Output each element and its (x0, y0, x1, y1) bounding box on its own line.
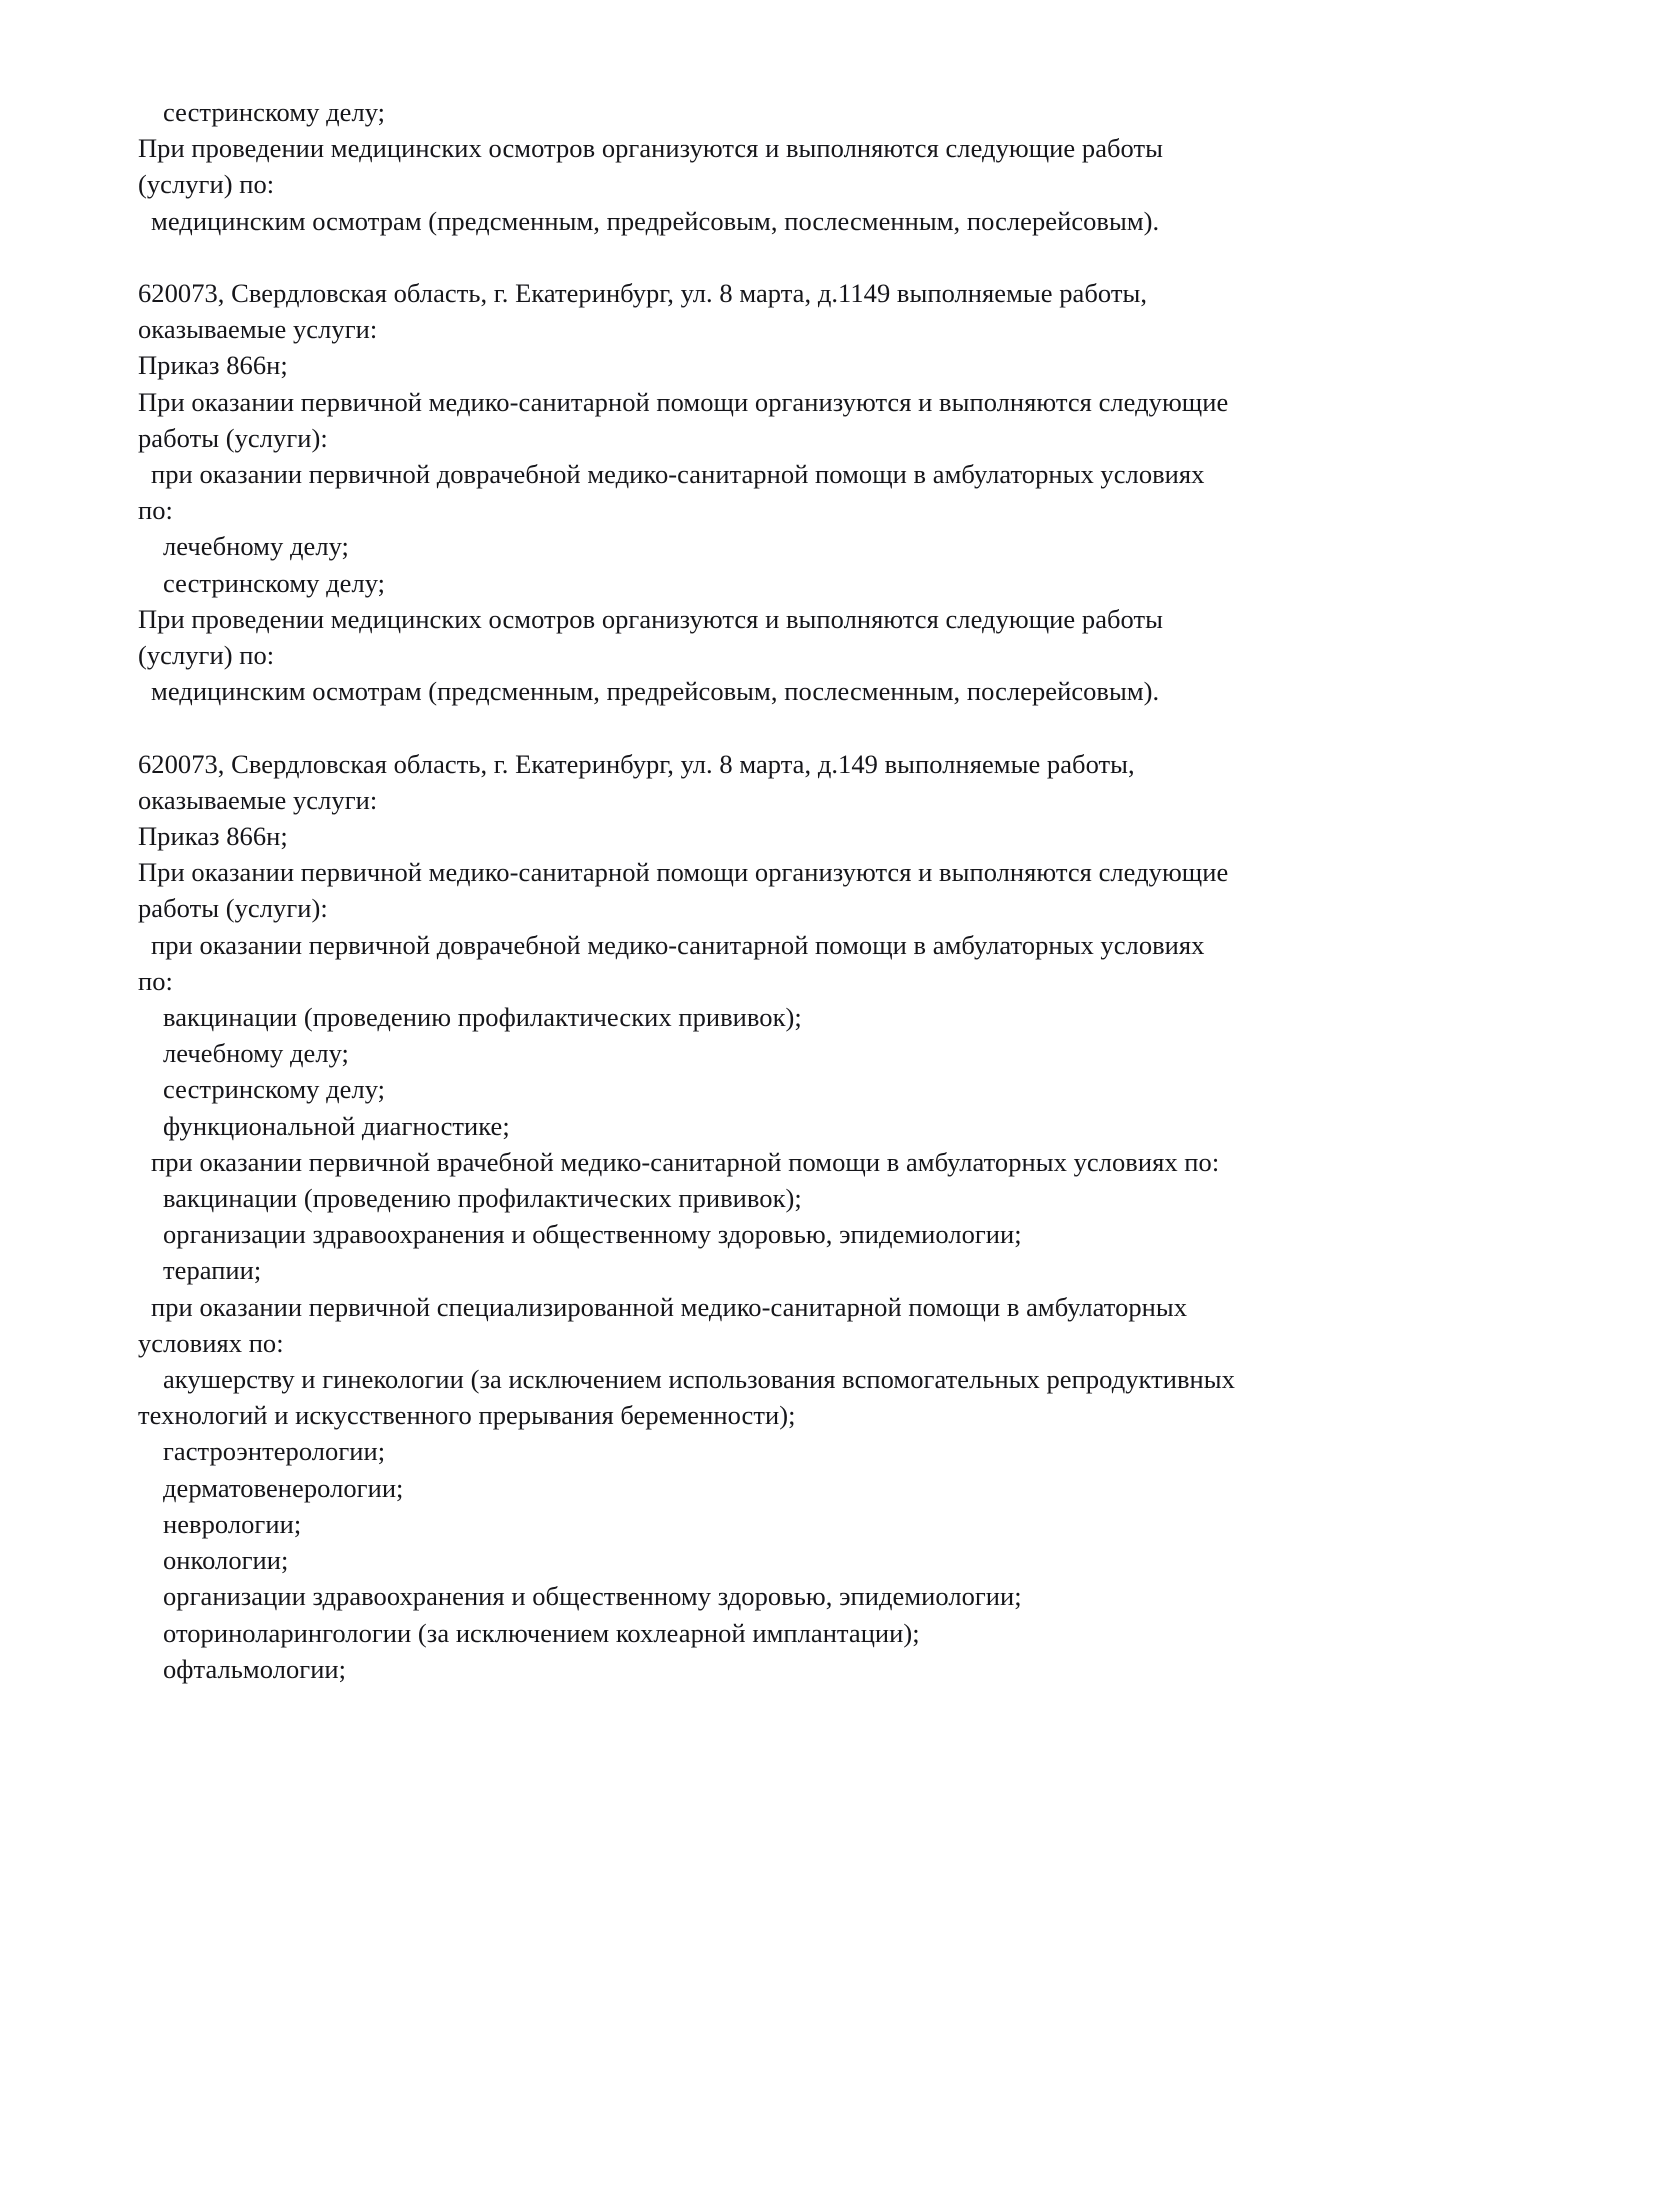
text-line: При проведении медицинских осмотров организуются и выполняются следующие работы (138, 603, 1163, 634)
text-line: онкологии; (163, 1545, 289, 1576)
text-line: Приказ 866н; (138, 821, 288, 852)
text-line: При проведении медицинских осмотров организуются и выполняются следующие работы (138, 133, 1163, 164)
text-line: сестринскому делу; (163, 97, 386, 127)
text-line: функциональной диагностике; (163, 1110, 510, 1141)
block-spacer-2 (138, 709, 1538, 745)
text-line: гастроэнтерологии; (163, 1436, 386, 1467)
text-line: сестринскому делу; (163, 1074, 386, 1105)
block-spacer-1 (138, 239, 1538, 275)
text-line: вакцинации (проведению профилактических прививок); (163, 1183, 802, 1214)
text-line: при оказании первичной специализированной медико-санитарной помощи в амбулаторных (151, 1291, 1188, 1322)
block-address-1149 (138, 275, 1538, 709)
text-line: при оказании первичной доврачебной медико-санитарной помощи в амбулаторных условиях (151, 929, 1205, 960)
text-line: офтальмологии; (163, 1653, 347, 1684)
block-continuation (138, 94, 1538, 239)
text-line: дерматовенерологии; (163, 1472, 404, 1503)
text-line: технологий и искусственного прерывания беременности); (138, 1400, 796, 1431)
text-line: акушерству и гинекологии (за исключением использования вспомогательных репродуктивных (163, 1364, 1235, 1395)
text-line: работы (услуги): (138, 893, 328, 924)
text-line: условиях по: (138, 1327, 284, 1358)
text-line: сестринскому делу; (163, 567, 386, 598)
text-line: по: (138, 495, 173, 526)
text-line: медицинским осмотрам (предсменным, предрейсовым, послесменным, послерейсовым). (151, 676, 1160, 707)
text-line: неврологии; (163, 1508, 302, 1539)
paragraph-spacer (138, 239, 1538, 275)
text-line: оказываемые услуги: (138, 314, 378, 345)
paragraph-spacer (138, 709, 1538, 745)
text-line: (услуги) по: (138, 169, 275, 200)
text-line: При оказании первичной медико-санитарной помощи организуются и выполняются следующие (138, 386, 1229, 417)
text-line: при оказании первичной врачебной медико-санитарной помощи в амбулаторных условиях по: (151, 1146, 1220, 1177)
text-line: организации здравоохранения и общественному здоровью, эпидемиологии; (163, 1219, 1022, 1250)
text-line: при оказании первичной доврачебной медико-санитарной помощи в амбулаторных условиях (151, 459, 1205, 490)
document-body (138, 94, 1538, 1687)
text-line: 620073, Свердловская область, г. Екатеринбург, ул. 8 марта, д.1149 выполняемые работы, (138, 278, 1148, 308)
text-line: вакцинации (проведению профилактических прививок); (163, 1002, 802, 1033)
text-line: оториноларингологии (за исключением кохлеарной имплантации); (163, 1617, 920, 1648)
text-line: работы (услуги): (138, 422, 328, 453)
text-line: лечебному делу; (163, 1038, 349, 1069)
block-address-149 (138, 746, 1538, 1687)
text-line: терапии; (163, 1255, 262, 1286)
text-line: организации здравоохранения и общественному здоровью, эпидемиологии; (163, 1581, 1022, 1612)
text-line: (услуги) по: (138, 640, 275, 671)
text-line: оказываемые услуги: (138, 784, 378, 815)
text-line: медицинским осмотрам (предсменным, предрейсовым, послесменным, послерейсовым). (151, 205, 1160, 236)
text-line: по: (138, 965, 173, 996)
text-line: Приказ 866н; (138, 350, 288, 381)
text-line: При оказании первичной медико-санитарной помощи организуются и выполняются следующие (138, 857, 1229, 888)
text-line: 620073, Свердловская область, г. Екатеринбург, ул. 8 марта, д.149 выполняемые работы, (138, 748, 1135, 779)
text-line: лечебному делу; (163, 531, 349, 562)
